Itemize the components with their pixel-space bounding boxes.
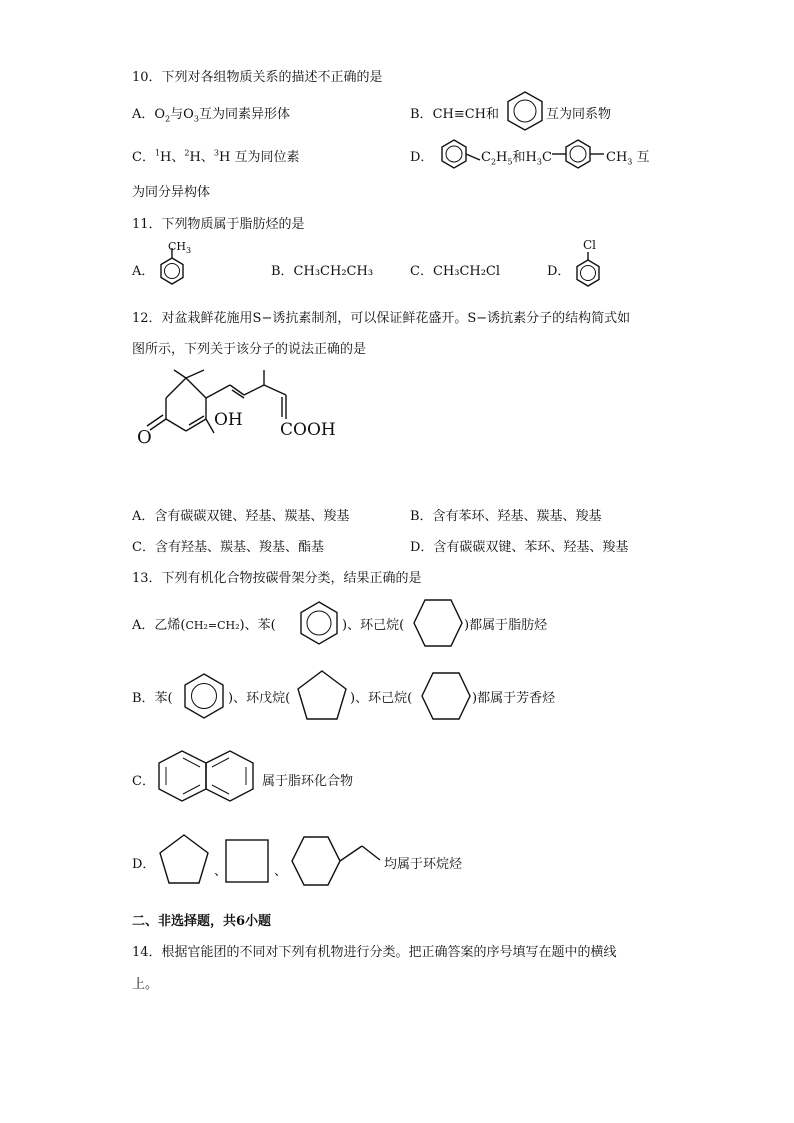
q14-stem-line1: 14．根据官能团的不同对下列有机物进行分类。把正确答案的序号填写在题中的横线 xyxy=(132,945,617,960)
q10-d-ch3-sub: 3 xyxy=(627,157,633,167)
q13-d-sep1: 、 xyxy=(214,864,228,879)
q13-stem: 13．下列有机化合物按碳骨架分类，结果正确的是 xyxy=(132,571,422,586)
q10-c-label: C． xyxy=(132,150,155,165)
q13-a-end: )都属于脂肪烃 xyxy=(464,618,548,633)
q12-option-d: D．含有碳碳双键、苯环、羟基、羧基 xyxy=(410,540,629,555)
q13-b-end: )都属于芳香烃 xyxy=(472,691,556,706)
benzene-ring-icon xyxy=(506,90,544,132)
q11-option-c: C．CH₃CH₂Cl xyxy=(410,264,501,279)
q13-b-mid2: )、环己烷( xyxy=(350,691,413,706)
q10-stem: 10．下列对各组物质关系的描述不正确的是 xyxy=(132,70,383,85)
q11-stem: 11．下列物质属于脂肪烃的是 xyxy=(132,217,305,232)
q12-option-a: A．含有碳碳双键、羟基、羰基、羧基 xyxy=(132,509,350,524)
cyclopentane-ring-icon xyxy=(156,832,212,888)
q13-d-sep2: 、 xyxy=(274,864,288,879)
q13-d-end: 均属于环烷烃 xyxy=(384,857,463,872)
struct-carboxyl: COOH xyxy=(280,420,336,440)
q11-a-ch3-sub: 3 xyxy=(186,246,192,256)
q10-b-label: B． xyxy=(410,107,433,122)
isotope-mass-2: 2 xyxy=(184,148,190,158)
cyclohexane-ring-icon xyxy=(420,670,472,722)
q10-a-yu: 与 xyxy=(170,107,184,122)
isotope-symbol: H xyxy=(160,150,172,165)
q13-a-mid1: )、苯( xyxy=(239,618,276,633)
q10-d-c2h5-sub5: 5 xyxy=(507,157,513,167)
q11-d-label: D． xyxy=(547,264,571,279)
q13-d-label: D． xyxy=(132,857,156,872)
q10-b-relation: 互为同系物 xyxy=(546,107,612,122)
q10-d-hu: 互 xyxy=(636,150,650,165)
q13-b-mid1: )、环戊烷( xyxy=(228,691,291,706)
q10-d-h3c-sub: 3 xyxy=(536,157,542,167)
q13-c-label: C． xyxy=(132,774,155,789)
cyclohexane-ring-icon xyxy=(412,597,464,649)
q10-d-c2h5-c: C xyxy=(481,150,491,165)
q10-option-a xyxy=(132,103,290,124)
isotope-symbol: H xyxy=(189,150,201,165)
q13-c-end: 属于脂环化合物 xyxy=(262,774,354,789)
cyclopentane-ring-icon xyxy=(294,668,350,724)
cyclobutane-ring-icon xyxy=(224,838,270,884)
q10-d-label: D． xyxy=(410,150,434,165)
q13-b-pre: B．苯( xyxy=(132,691,173,706)
q11-a-substituent xyxy=(168,240,191,255)
struct-ketone-oxygen: O xyxy=(137,427,152,448)
ethylcyclohexane-structure-icon xyxy=(290,834,386,890)
isotope-mass-1: 1 xyxy=(154,148,161,158)
q10-a-o3: O xyxy=(183,107,194,122)
isotope-mass-3: 3 xyxy=(213,148,219,158)
p-xylene-structure-icon xyxy=(552,138,612,170)
q11-a-label: A． xyxy=(132,264,155,279)
q10-d-c2h5-h: H xyxy=(496,150,508,165)
benzene-ring-icon xyxy=(296,600,342,646)
q10-d-c2h5-sub2: 2 xyxy=(490,157,497,167)
q12-stem-line2: 图所示，下列关于该分子的说法正确的是 xyxy=(132,342,367,357)
q11-a-ch: CH xyxy=(168,240,187,253)
section-heading: 二、非选择题，共6小题 xyxy=(132,914,272,929)
q12-option-c: C．含有羟基、羰基、羧基、酯基 xyxy=(132,540,324,555)
q11-d-substituent: Cl xyxy=(583,238,597,252)
benzene-ring-icon xyxy=(180,672,228,720)
q13-a-pre xyxy=(132,614,276,633)
struct-hydroxyl: OH xyxy=(214,410,243,430)
q13-a-prefix: A．乙烯( xyxy=(132,618,186,633)
q12-stem-line1: 12．对盆栽鲜花施用S−诱抗素制剂，可以保证鲜花盛开。S−诱抗素分子的结构简式如 xyxy=(132,311,631,326)
isotope-separator: 、 xyxy=(200,150,214,165)
q10-option-c xyxy=(132,146,299,165)
q10-d-ch3 xyxy=(606,146,650,167)
ethylene-formula: CH₂=CH₂ xyxy=(185,619,240,632)
q10-a-o2-sub: 2 xyxy=(165,114,171,124)
q10-a-o3-sub: 3 xyxy=(193,114,199,124)
q10-d-h3c-c: C xyxy=(541,150,552,165)
q10-d-ethyl-text xyxy=(481,146,552,167)
q10-a-label: A． xyxy=(132,107,155,122)
q10-d-ch3-ch: CH xyxy=(606,150,628,165)
q13-a-mid2: )、环己烷( xyxy=(342,618,405,633)
q10-a-o2: O xyxy=(154,107,166,122)
q10-c-relation: 互为同位素 xyxy=(234,150,300,165)
q10-d-continuation: 为同分异构体 xyxy=(132,185,211,200)
q11-option-b: B．CH₃CH₂CH₃ xyxy=(271,264,374,279)
q12-option-b: B．含有苯环、羟基、羰基、羧基 xyxy=(410,509,602,524)
isotope-separator: 、 xyxy=(171,150,185,165)
q10-d-h3c-h: H xyxy=(525,150,537,165)
q10-a-relation: 互为同素异形体 xyxy=(198,107,290,122)
q10-option-b xyxy=(410,103,499,122)
naphthalene-structure-icon xyxy=(156,748,258,804)
q10-b-formula: CH≡CH和 xyxy=(432,107,500,122)
isotope-symbol: H xyxy=(218,150,231,165)
q10-d-he: 和 xyxy=(512,150,526,165)
q14-stem-line2: 上。 xyxy=(132,977,159,992)
